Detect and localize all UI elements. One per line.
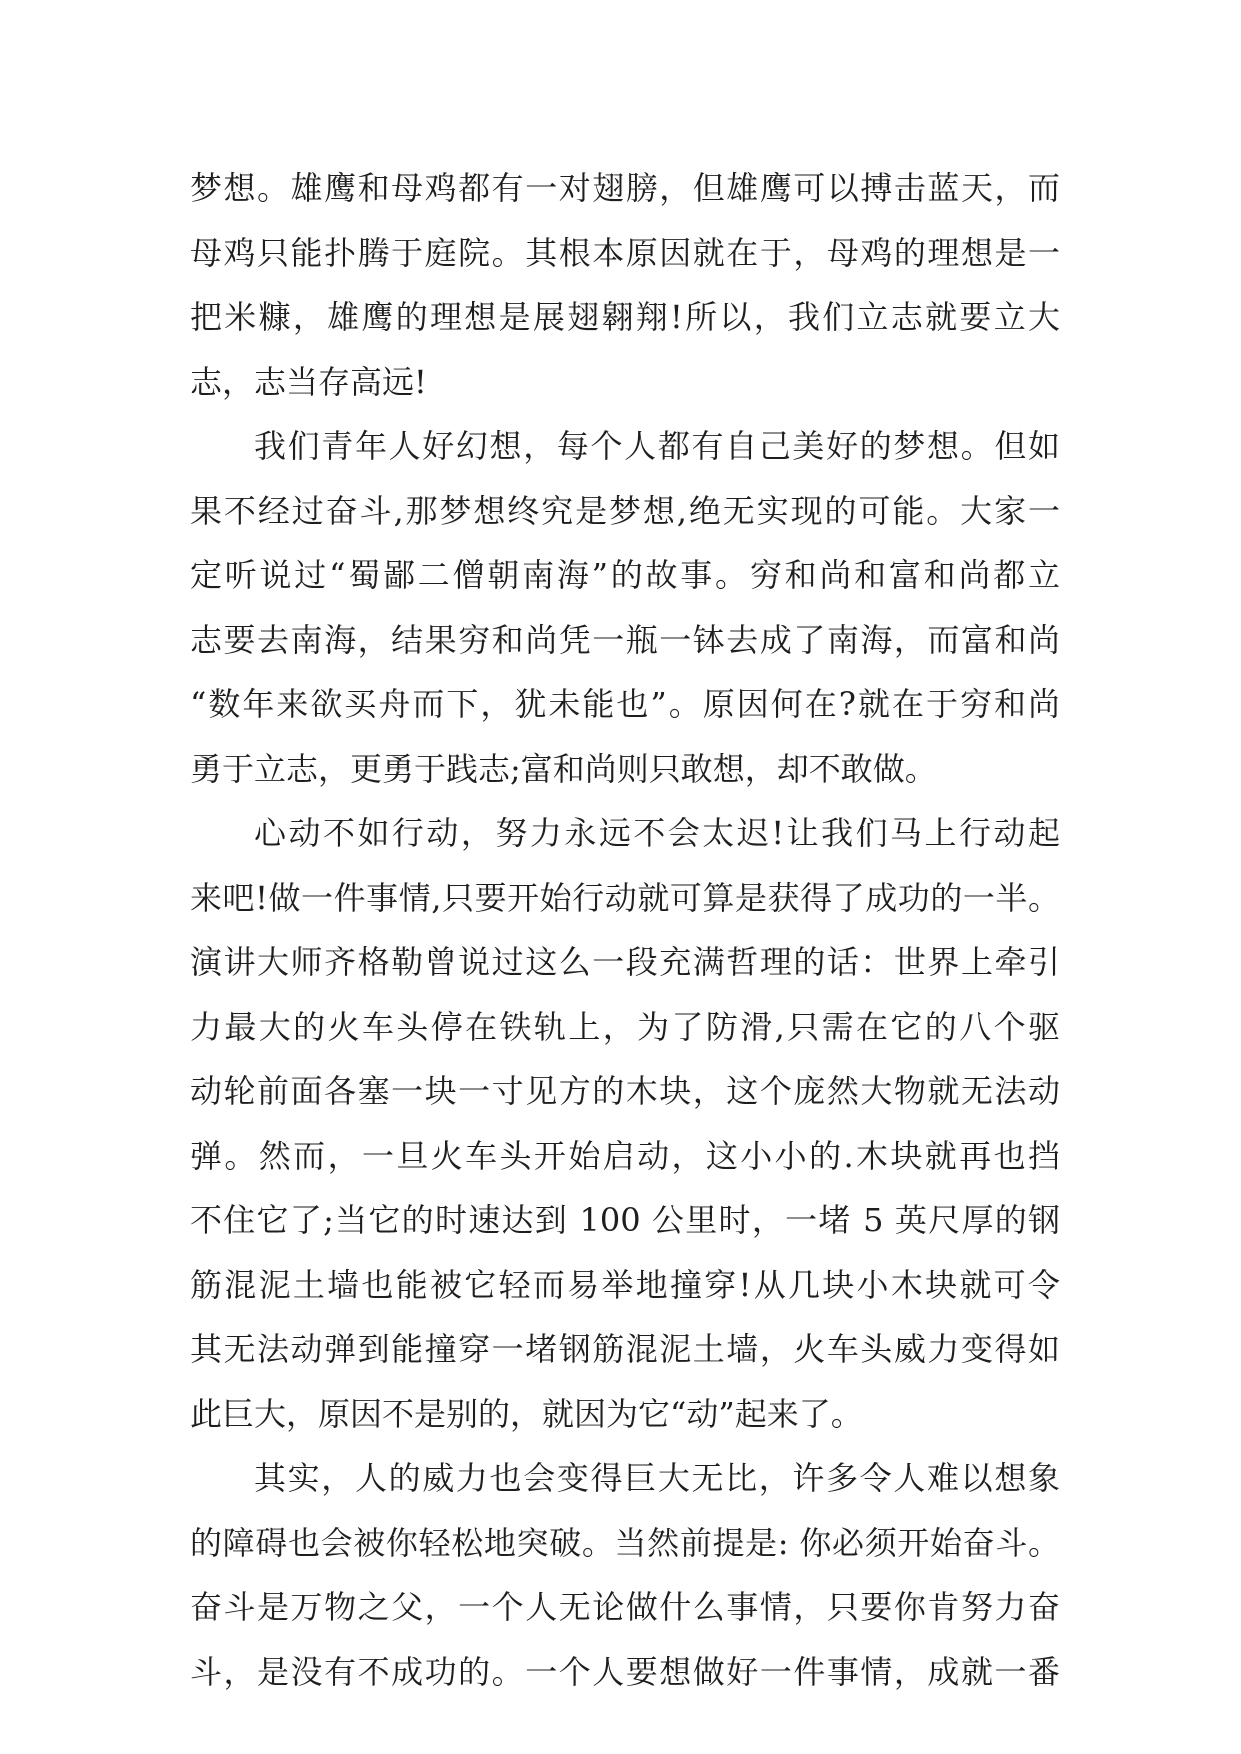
- text-line: 演讲大师齐格勒曾说过这么一段充满哲理的话：世界上牵引: [190, 943, 1060, 981]
- text-line: 筋混泥土墙也能被它轻而易举地撞穿!从几块小木块就可令: [190, 1265, 1060, 1304]
- text-line: 把米糠，雄鹰的理想是展翅翱翔!所以，我们立志就要立大: [190, 298, 1060, 336]
- text-line: 志要去南海，结果穷和尚凭一瓶一钵去成了南海，而富和尚: [190, 620, 1060, 659]
- text-line: 勇于立志，更勇于践志;富和尚则只敢想，却不敢做。: [190, 749, 937, 788]
- text-line: 梦想。雄鹰和母鸡都有一对翅膀，但雄鹰可以搏击蓝天，而: [190, 169, 1060, 207]
- text-line: 斗，是没有不成功的。一个人要想做好一件事情，成就一番: [190, 1652, 1060, 1691]
- text-line: “数年来欲买舟而下，犹未能也”。原因何在?就在于穷和尚: [190, 685, 1060, 723]
- text-line: 奋斗是万物之父，一个人无论做什么事情，只要你肯努力奋: [190, 1588, 1060, 1626]
- text-line: 弹。然而，一旦火车头开始启动，这小小的.木块就再也挡: [190, 1136, 1060, 1175]
- text-line: 不住它了;当它的时速达到 100 公里时，一堵 5 英尺厚的钢: [190, 1201, 1060, 1239]
- text-line: 果不经过奋斗,那梦想终究是梦想,绝无实现的可能。大家一: [190, 491, 1060, 530]
- text-line: 母鸡只能扑腾于庭院。其根本原因就在于，母鸡的理想是一: [190, 233, 1060, 272]
- text-line: 我们青年人好幻想，每个人都有自己美好的梦想。但如: [254, 427, 1060, 465]
- body-text: [190, 156, 1060, 1704]
- text-line: 来吧!做一件事情,只要开始行动就可算是获得了成功的一半。: [190, 878, 1060, 917]
- text-line: 定听说过“蜀鄙二僧朝南海”的故事。穷和尚和富和尚都立: [190, 556, 1060, 594]
- text-line: 力最大的火车头停在铁轨上，为了防滑,只需在它的八个驱: [190, 1007, 1060, 1046]
- text-line: 其无法动弹到能撞穿一堵钢筋混泥土墙，火车头威力变得如: [190, 1330, 1060, 1368]
- text-line: 心动不如行动，努力永远不会太迟!让我们马上行动起: [254, 814, 1060, 852]
- text-line: 的障碍也会被你轻松地突破。当然前提是: 你必须开始奋斗。: [190, 1523, 1060, 1562]
- text-line: 其实，人的威力也会变得巨大无比，许多令人难以想象: [254, 1459, 1060, 1497]
- text-line: 此巨大，原因不是别的，就因为它“动”起来了。: [190, 1394, 863, 1433]
- text-line: 动轮前面各塞一块一寸见方的木块，这个庞然大物就无法动: [190, 1072, 1060, 1110]
- text-line: 志，志当存高远!: [190, 362, 427, 401]
